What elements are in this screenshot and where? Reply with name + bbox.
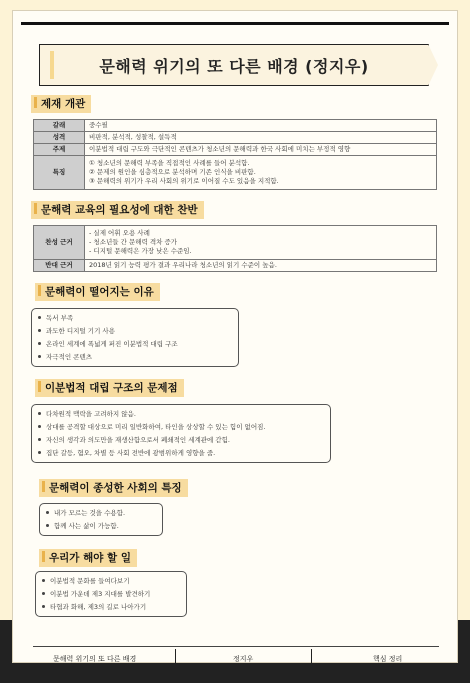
list-item: 온라인 세계에 폭넓게 퍼진 이분법적 대립 구조 bbox=[38, 338, 232, 351]
feature-line: ① 청소년의 문해력 부족을 직접적인 사례를 들어 분석함. bbox=[89, 159, 250, 167]
society-list bbox=[39, 503, 163, 536]
list-item: 타협과 화해, 제3의 길로 나아가기 bbox=[42, 601, 180, 614]
footer-title: 문해력 위기의 또 다른 배경 bbox=[53, 655, 137, 663]
pro-line: - 실제 어휘 오용 사례 bbox=[89, 229, 150, 237]
footer-divider bbox=[311, 649, 312, 665]
section-title-todo bbox=[39, 549, 137, 567]
dichotomy-list bbox=[31, 404, 331, 463]
section-title-text: 제재 개관 bbox=[41, 98, 86, 110]
list-item: 함께 사는 삶이 가능함. bbox=[46, 520, 156, 533]
table-row bbox=[34, 120, 437, 132]
feature-line: ③ 문해력의 위기가 우리 사회의 위기로 이어질 수도 있음을 지적함. bbox=[89, 177, 279, 185]
table-row bbox=[34, 226, 437, 260]
list-item: 내가 모르는 것을 수용함. bbox=[46, 507, 156, 520]
table-key: 성격 bbox=[34, 132, 85, 144]
list-item: 집단 갈등, 혐오, 차별 등 사회 전반에 광범위하게 영향을 줌. bbox=[38, 447, 324, 460]
list-item: 다차원적 맥락을 고려하지 않음. bbox=[38, 408, 324, 421]
table-value: 이분법적 대립 구도와 극단적인 콘텐츠가 청소년의 문해력과 한국 사회에 미치는 부정적 영향 bbox=[85, 144, 437, 156]
pro-line: - 청소년들 간 문해력 격차 증가 bbox=[89, 238, 178, 246]
reasons-list bbox=[31, 308, 239, 367]
table-row bbox=[34, 156, 437, 190]
document-page bbox=[12, 10, 458, 663]
table-key: 주제 bbox=[34, 144, 85, 156]
footer-divider bbox=[175, 649, 176, 665]
table-row bbox=[34, 144, 437, 156]
list-item: 이분법적 문화를 들여다보기 bbox=[42, 575, 180, 588]
table-key: 반대 근거 bbox=[34, 260, 85, 272]
section-title-text: 우리가 해야 할 일 bbox=[49, 552, 131, 564]
list-item: 독서 부족 bbox=[38, 312, 232, 325]
section-title-overview bbox=[31, 95, 91, 113]
overview-table bbox=[33, 119, 437, 190]
feature-line: ② 문제의 원인을 심층적으로 분석하며 기존 인식을 비판함. bbox=[89, 168, 256, 176]
table-key: 특징 bbox=[34, 156, 85, 190]
table-key: 찬성 근거 bbox=[34, 226, 85, 260]
section-title-text: 문해력 교육의 필요성에 대한 찬반 bbox=[41, 204, 198, 216]
section-title-dichotomy bbox=[35, 379, 184, 397]
todo-list bbox=[35, 571, 187, 617]
footer-author: 정지우 bbox=[233, 655, 254, 663]
table-value: 2018년 읽기 능력 평가 결과 우리나라 청소년의 읽기 수준이 높음. bbox=[85, 260, 437, 272]
section-title-text: 문해력이 떨어지는 이유 bbox=[45, 286, 154, 298]
list-item: 자신의 생각과 의도만을 재생산함으로서 폐쇄적인 세계관에 갇힘. bbox=[38, 434, 324, 447]
section-title-text: 문해력이 종성한 사회의 특징 bbox=[49, 482, 182, 494]
section-title-society bbox=[39, 479, 188, 497]
necessity-table bbox=[33, 225, 437, 272]
list-item: 과도한 디지털 기기 사용 bbox=[38, 325, 232, 338]
list-item: 자극적인 콘텐츠 bbox=[38, 351, 232, 364]
section-title-necessity bbox=[31, 201, 204, 219]
list-item: 상대를 공격할 대상으로 미리 일반화하여, 타인을 상상할 수 있는 힘이 없어짐. bbox=[38, 421, 324, 434]
table-value bbox=[85, 156, 437, 190]
title-banner bbox=[39, 44, 429, 86]
footer-label: 핵심 정리 bbox=[373, 655, 403, 663]
section-title-text: 이분법적 대립 구조의 문제점 bbox=[45, 382, 178, 394]
page-title: 문해력 위기의 또 다른 배경 (정지우) bbox=[99, 57, 369, 76]
table-value: 비판적, 분석적, 성찰적, 설득적 bbox=[85, 132, 437, 144]
top-rule bbox=[21, 22, 449, 25]
table-row bbox=[34, 132, 437, 144]
table-key: 갈래 bbox=[34, 120, 85, 132]
list-item: 이분법 가운데 제3 지대를 발견하기 bbox=[42, 588, 180, 601]
banner-tail bbox=[428, 44, 438, 86]
pro-line: - 디지털 문해력은 가장 낮은 수준임. bbox=[89, 247, 192, 255]
table-row bbox=[34, 260, 437, 272]
table-value bbox=[85, 226, 437, 260]
page-footer bbox=[33, 646, 439, 665]
section-title-reasons bbox=[35, 283, 160, 301]
table-value: 중수필 bbox=[85, 120, 437, 132]
